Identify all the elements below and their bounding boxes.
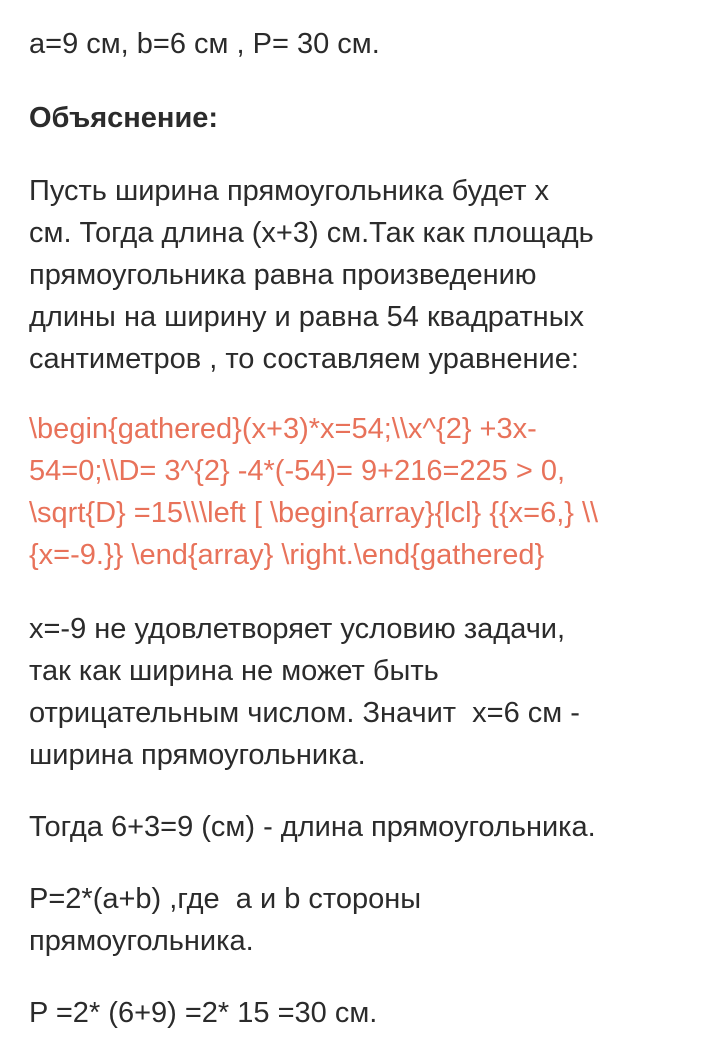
text-line: так как ширина не может быть <box>29 655 439 687</box>
latex-line: 54=0;\\D= 3^{2} -4*(-54)= 9+216=225 > 0, <box>29 455 566 487</box>
text-line: см. Тогда длина (x+3) см.Так как площадь <box>29 217 594 249</box>
text-line: отрицательным числом. Значит x=6 см - <box>29 697 580 729</box>
text-line: прямоугольника. <box>29 925 254 957</box>
answer-summary: a=9 см, b=6 см , P= 30 см. <box>29 28 380 60</box>
text-line: x=-9 не удовлетворяет условию задачи, <box>29 613 566 645</box>
paragraph-perimeter-result: P =2* (6+9) =2* 15 =30 см. <box>29 997 378 1029</box>
text-line: ширина прямоугольника. <box>29 739 366 771</box>
text-line: Пусть ширина прямоугольника будет x <box>29 175 550 207</box>
latex-line: \begin{gathered}(x+3)*x=54;\\x^{2} +3x- <box>29 413 537 445</box>
text-line: P=2*(a+b) ,где a и b стороны <box>29 883 422 915</box>
latex-line: {x=-9.}} \end{array} \right.\end{gathered} <box>29 539 545 571</box>
text-line: прямоугольника равна произведению <box>29 259 537 291</box>
text-line: длины на ширину и равна 54 квадратных <box>29 301 585 333</box>
explanation-heading: Объяснение: <box>29 102 219 134</box>
text-line: сантиметров , то составляем уравнение: <box>29 343 579 375</box>
latex-line: \sqrt{D} =15\\\left [ \begin{array}{lcl} {{x=6,} \\ <box>29 497 599 529</box>
paragraph-length: Тогда 6+3=9 (см) - длина прямоугольника. <box>29 811 596 843</box>
